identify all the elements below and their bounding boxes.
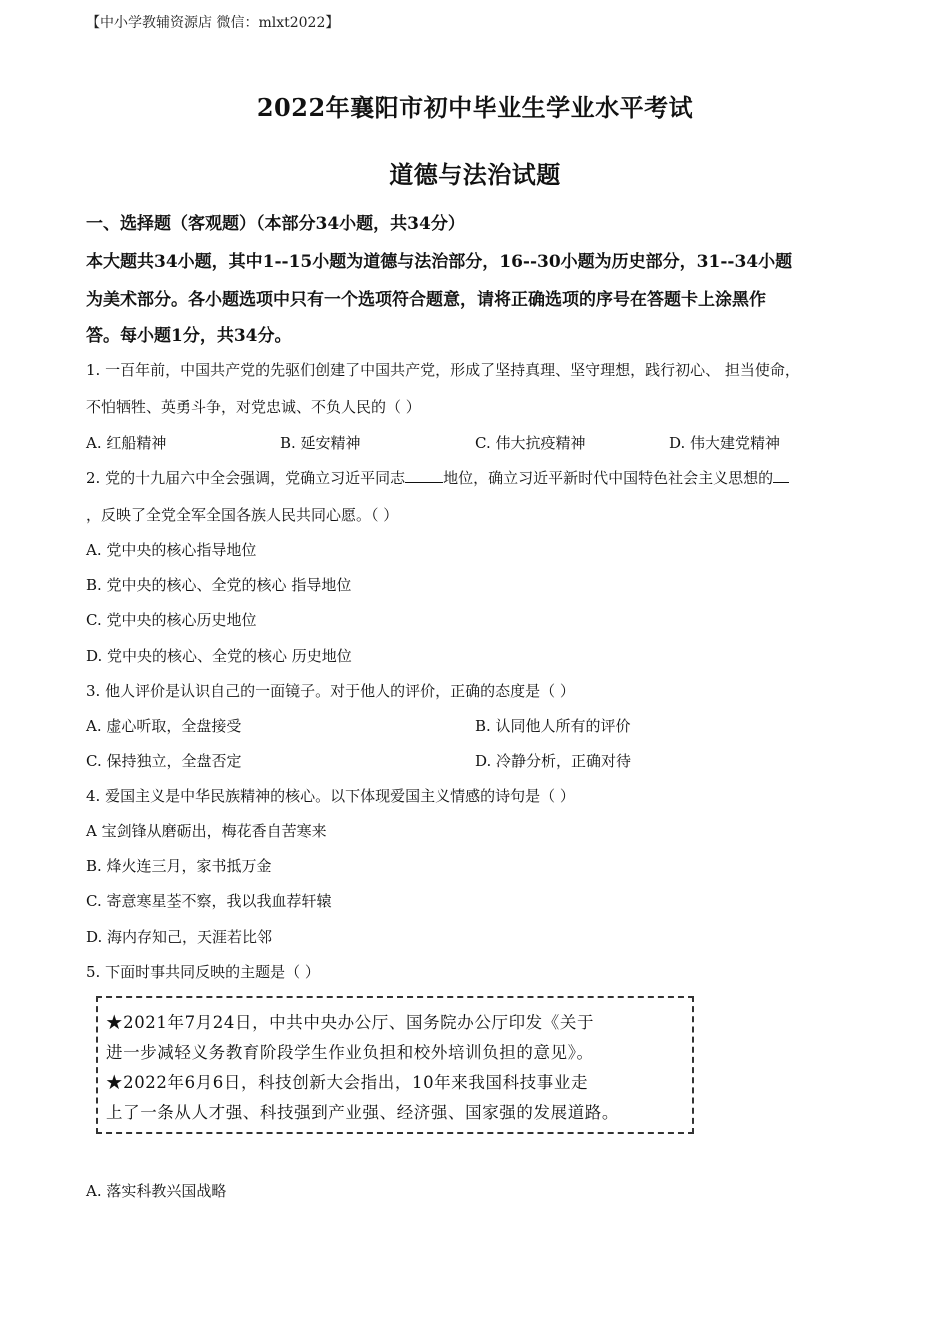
question-4-option-a: A 宝剑锋从磨砺出，梅花香自苦寒来	[86, 822, 327, 840]
question-1-text-cont: 不怕牺牲、英勇斗争，对党忠诚、不负人民的（ ）	[86, 398, 421, 416]
question-2-text-part1: 2. 党的十九届六中全会强调，党确立习近平同志	[86, 469, 406, 487]
question-2-option-b: B. 党中央的核心、全党的核心 指导地位	[86, 576, 352, 594]
header-note: 【中小学教辅资源店 微信：mlxt2022】	[86, 15, 340, 31]
question-2-option-a: A. 党中央的核心指导地位	[86, 541, 257, 559]
section-heading: 一、选择题（客观题）（本部分34小题，共34分）	[86, 214, 465, 234]
instruction-line: 本大题共34小题，其中1--15小题为道德与法治部分，16--30小题为历史部分，31--34小题	[86, 252, 793, 272]
question-3-option-d: D. 冷静分析，正确对待	[475, 752, 632, 770]
page-title: 2022年襄阳市初中毕业生学业水平考试	[256, 93, 694, 122]
instruction-line: 答。每小题1分，共34分。	[86, 326, 292, 346]
page-subtitle: 道德与法治试题	[389, 160, 561, 189]
question-1-option-a: A. 红船精神	[86, 434, 167, 452]
question-3-option-a: A. 虚心听取，全盘接受	[86, 717, 242, 735]
instruction-line: 为美术部分。各小题选项中只有一个选项符合题意，请将正确选项的序号在答题卡上涂黑作	[86, 290, 766, 310]
question-1-option-b: B. 延安精神	[280, 434, 361, 452]
question-4-option-d: D. 海内存知己，天涯若比邻	[86, 928, 273, 946]
question-2-text	[86, 467, 789, 488]
question-2-text-cont: ，反映了全党全军全国各族人民共同心愿。（ ）	[86, 506, 399, 524]
news-line: ★2022年6月6日，科技创新大会指出，10年来我国科技事业走	[106, 1073, 589, 1092]
news-line: 进一步减轻义务教育阶段学生作业负担和校外培训负担的意见》。	[106, 1043, 594, 1062]
question-4-option-c: C. 寄意寒星荃不察，我以我血荐轩辕	[86, 892, 332, 910]
question-4-option-b: B. 烽火连三月，家书抵万金	[86, 857, 272, 875]
question-5-text: 5. 下面时事共同反映的主题是（ ）	[86, 963, 320, 981]
news-line: 上了一条从人才强、科技强到产业强、经济强、国家强的发展道路。	[106, 1103, 619, 1122]
news-line: ★2021年7月24日，中共中央办公厅、国务院办公厅印发《关于	[106, 1013, 595, 1032]
question-4-text: 4. 爱国主义是中华民族精神的核心。以下体现爱国主义情感的诗句是（ ）	[86, 787, 575, 805]
question-1-option-c: C. 伟大抗疫精神	[475, 434, 586, 452]
question-2-option-d: D. 党中央的核心、全党的核心 历史地位	[86, 647, 352, 665]
question-2-option-c: C. 党中央的核心历史地位	[86, 611, 257, 629]
question-3-option-c: C. 保持独立，全盘否定	[86, 752, 242, 770]
answer-blank	[405, 468, 443, 483]
question-5-option-a: A. 落实科教兴国战略	[86, 1182, 227, 1200]
question-1-option-d: D. 伟大建党精神	[669, 434, 781, 452]
question-1-text: 1. 一百年前，中国共产党的先驱们创建了中国共产党，形成了坚持真理、坚守理想，践行初心、 担当使命，	[86, 361, 800, 379]
question-3-option-b: B. 认同他人所有的评价	[475, 717, 631, 735]
question-2-text-part2: 地位，确立习近平新时代中国特色社会主义思想的	[443, 469, 774, 487]
answer-blank	[773, 468, 789, 483]
news-excerpt-box	[96, 996, 694, 1134]
question-3-text: 3. 他人评价是认识自己的一面镜子。对于他人的评价，正确的态度是（ ）	[86, 682, 575, 700]
